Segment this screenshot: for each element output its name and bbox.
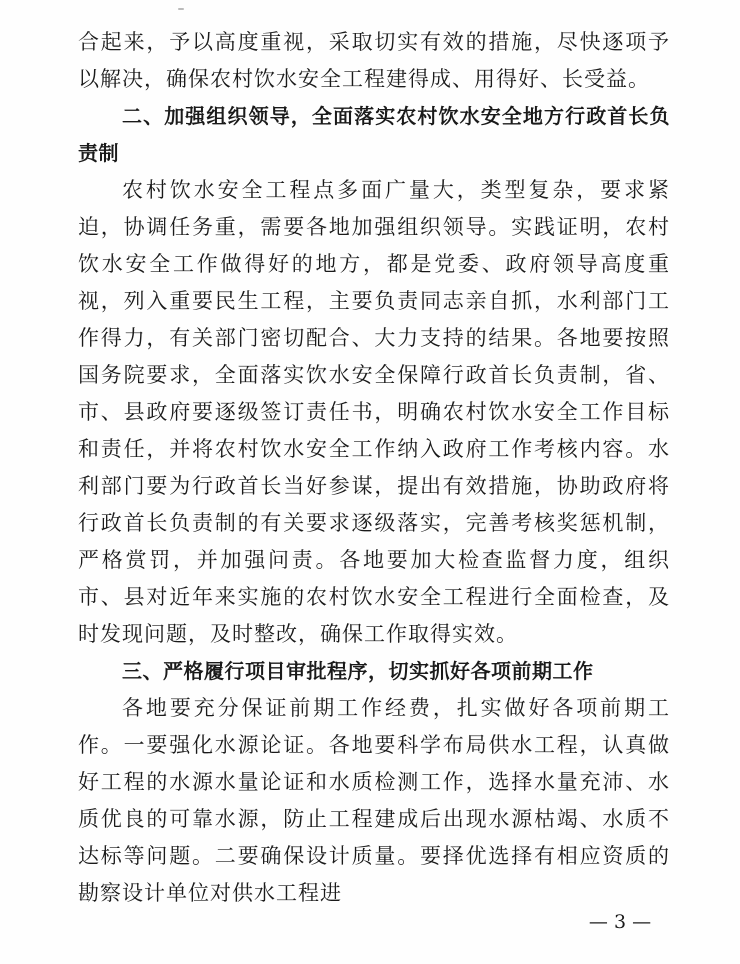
document-body xyxy=(78,24,670,912)
section-heading-2: 二、加强组织领导，全面落实农村饮水安全地方行政首长负责制 xyxy=(78,104,670,165)
page-number: — 3 — xyxy=(588,911,652,933)
scan-speck xyxy=(178,8,184,10)
paragraph-continuation: 合起来，予以高度重视，采取切实有效的措施，尽快逐项予以解决，确保农村饮水安全工程建得成、用得好、长受益。 xyxy=(78,30,670,91)
paragraph-organization-leadership: 农村饮水安全工程点多面广量大，类型复杂，要求紧迫，协调任务重，需要各地加强组织领导。实践证明，农村饮水安全工作做得好的地方，都是党委、政府领导高度重视，列入重要民生工程，主要负责同志亲自抓，水利部门工作得力，有关部门密切配合、大力支持的结果。各地要按照国务院要求，全面落实饮水安全保障行政首长负责制，省、市、县政府要逐级签订责任书，明确农村饮水安全工作目标和责任，并将农村饮水安全工作纳入政府工作考核内容。水利部门要为行政首长当好参谋，提出有效措施，协助政府将行政首长负责制的有关要求逐级落实，完善考核奖惩机制，严格赏罚，并加强问责。各地要加大检查监督力度，组织市、县对近年来实施的农村饮水安全工程进行全面检查，及时发现问题，及时整改，确保工作取得实效。 xyxy=(78,178,670,646)
section-heading-3: 三、严格履行项目审批程序，切实抓好各项前期工作 xyxy=(122,659,594,683)
paragraph-preliminary-work: 各地要充分保证前期工作经费，扎实做好各项前期工作。一要强化水源论证。各地要科学布局供水工程，认真做好工程的水源水量论证和水质检测工作，选择水量充沛、水质优良的可靠水源，防止工程建成后出现水源枯竭、水质不达标等问题。二要确保设计质量。要择优选择有相应资质的勘察设计单位对供水工程进 xyxy=(78,696,670,905)
